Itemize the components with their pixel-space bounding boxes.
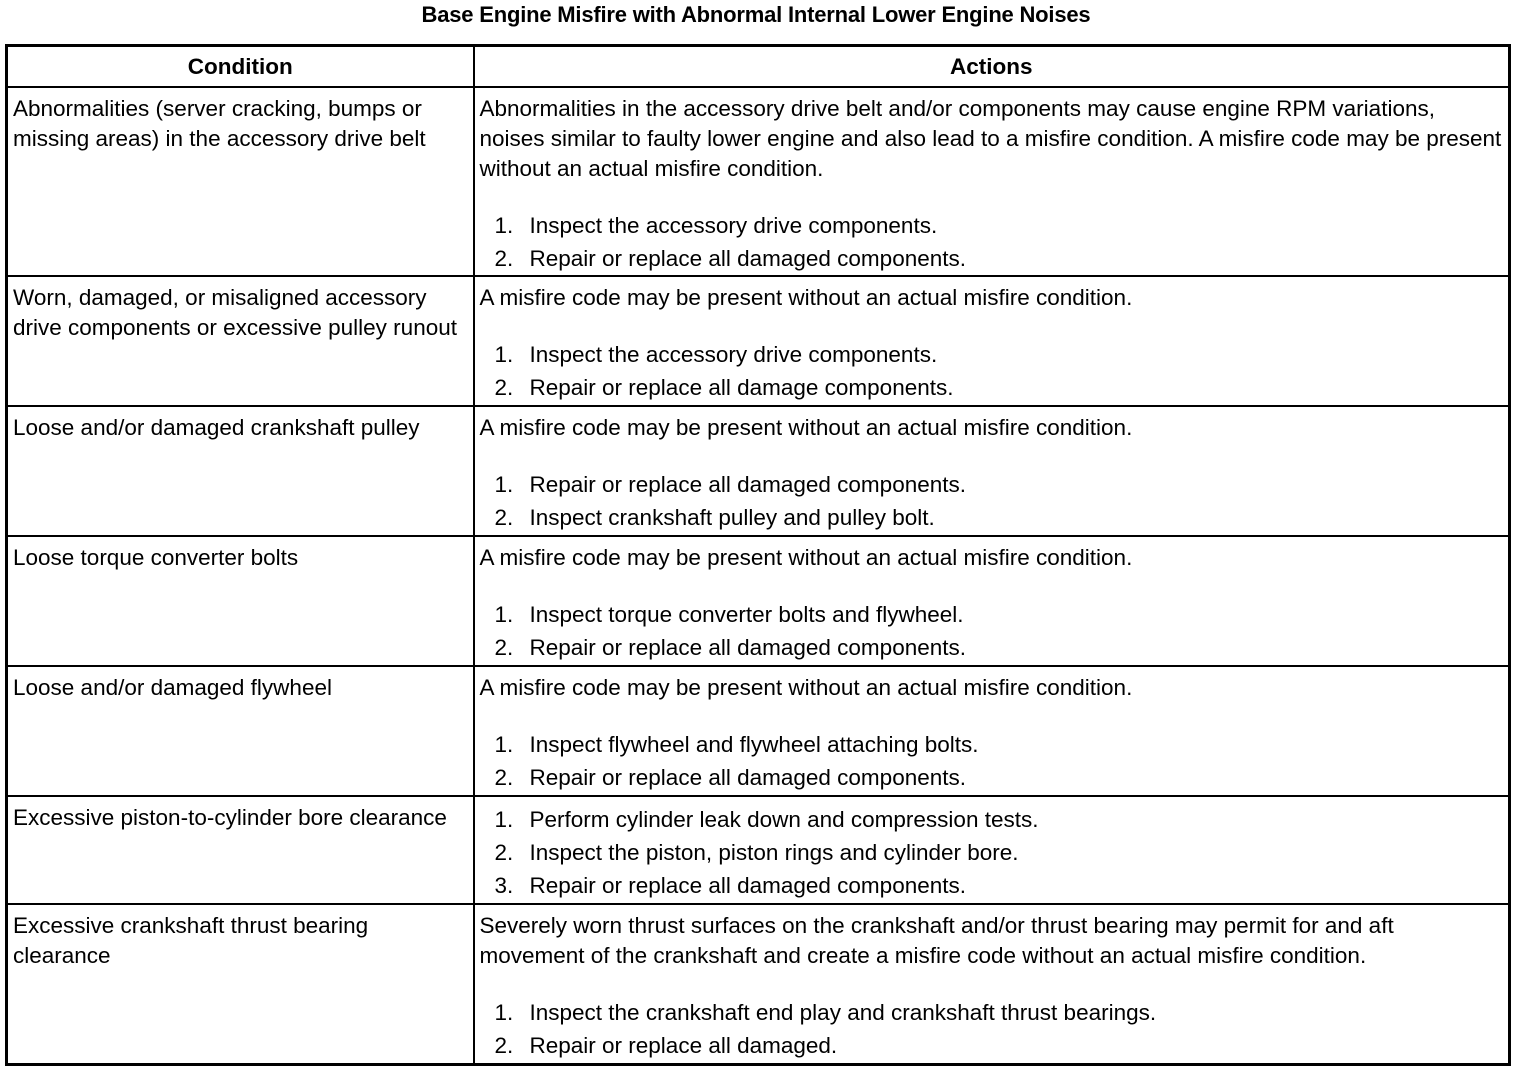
condition-text: Worn, damaged, or misaligned accessory drive components or excessive pulley runout bbox=[13, 285, 457, 340]
actions-cell bbox=[474, 276, 1510, 406]
diagnostic-table bbox=[5, 44, 1511, 1066]
action-steps bbox=[480, 338, 1505, 404]
table-row bbox=[7, 276, 1510, 406]
condition-text: Loose and/or damaged flywheel bbox=[13, 675, 332, 700]
action-steps bbox=[480, 996, 1505, 1062]
actions-column-header: Actions bbox=[474, 46, 1510, 88]
table-row bbox=[7, 904, 1510, 1065]
action-step: 2. Repair or replace all damage components. bbox=[494, 375, 954, 400]
actions-cell bbox=[474, 796, 1510, 904]
action-step: 2. Repair or replace all damaged components. bbox=[494, 765, 966, 790]
action-step: 1. Perform cylinder leak down and compression tests. bbox=[494, 807, 1039, 832]
action-step: 1. Repair or replace all damaged components. bbox=[494, 472, 966, 497]
action-steps bbox=[480, 468, 1505, 534]
action-intro: Abnormalities in the accessory drive belt and/or components may cause engine RPM variations, noises similar to faulty lower engine and also lead to a misfire condition. A misfire code may be present without an actual misfire condition. bbox=[479, 96, 1502, 181]
actions-cell bbox=[474, 904, 1510, 1065]
condition-column-header: Condition bbox=[7, 46, 474, 88]
action-intro: Severely worn thrust surfaces on the crankshaft and/or thrust bearing may permit for and aft movement of the crankshaft and create a misfire code without an actual misfire condition. bbox=[479, 913, 1394, 968]
action-step: 1. Inspect flywheel and flywheel attaching bolts. bbox=[494, 732, 979, 757]
actions-cell bbox=[474, 87, 1510, 276]
table-row bbox=[7, 406, 1510, 536]
condition-text: Excessive crankshaft thrust bearing clearance bbox=[13, 913, 369, 968]
condition-cell bbox=[7, 666, 474, 796]
action-step: 1. Inspect the accessory drive components. bbox=[494, 342, 938, 367]
table-row bbox=[7, 796, 1510, 904]
actions-cell bbox=[474, 666, 1510, 796]
table-row bbox=[7, 536, 1510, 666]
condition-cell bbox=[7, 276, 474, 406]
action-steps bbox=[480, 728, 1505, 794]
action-step: 2. Repair or replace all damaged components. bbox=[494, 246, 966, 271]
table-row bbox=[7, 87, 1510, 276]
action-step: 2. Repair or replace all damaged components. bbox=[494, 635, 966, 660]
condition-cell bbox=[7, 904, 474, 1065]
condition-cell bbox=[7, 406, 474, 536]
action-intro: A misfire code may be present without an actual misfire condition. bbox=[479, 285, 1133, 310]
action-intro: A misfire code may be present without an actual misfire condition. bbox=[479, 545, 1133, 570]
condition-text: Loose torque converter bolts bbox=[13, 545, 299, 570]
action-step: 2. Repair or replace all damaged. bbox=[494, 1033, 838, 1058]
condition-text: Abnormalities (server cracking, bumps or missing areas) in the accessory drive belt bbox=[13, 96, 426, 151]
action-step: 3. Repair or replace all damaged components. bbox=[494, 873, 966, 898]
action-step: 1. Inspect the accessory drive components. bbox=[494, 213, 938, 238]
table-header-row bbox=[7, 46, 1510, 88]
action-intro: A misfire code may be present without an actual misfire condition. bbox=[479, 415, 1133, 440]
actions-cell bbox=[474, 536, 1510, 666]
action-step: 2. Inspect crankshaft pulley and pulley bolt. bbox=[494, 505, 935, 530]
action-steps bbox=[480, 803, 1505, 902]
condition-cell bbox=[7, 87, 474, 276]
action-steps bbox=[480, 598, 1505, 664]
condition-cell bbox=[7, 536, 474, 666]
page-title: Base Engine Misfire with Abnormal Internal Lower Engine Noises bbox=[421, 2, 1091, 27]
actions-cell bbox=[474, 406, 1510, 536]
action-step: 2. Inspect the piston, piston rings and cylinder bore. bbox=[494, 840, 1019, 865]
action-steps bbox=[480, 209, 1505, 275]
action-intro: A misfire code may be present without an actual misfire condition. bbox=[479, 675, 1133, 700]
condition-cell bbox=[7, 796, 474, 904]
condition-text: Loose and/or damaged crankshaft pulley bbox=[13, 415, 420, 440]
action-step: 1. Inspect the crankshaft end play and crankshaft thrust bearings. bbox=[494, 1000, 1157, 1025]
table-row bbox=[7, 666, 1510, 796]
condition-text: Excessive piston-to-cylinder bore clearance bbox=[13, 805, 447, 830]
action-step: 1. Inspect torque converter bolts and flywheel. bbox=[494, 602, 964, 627]
